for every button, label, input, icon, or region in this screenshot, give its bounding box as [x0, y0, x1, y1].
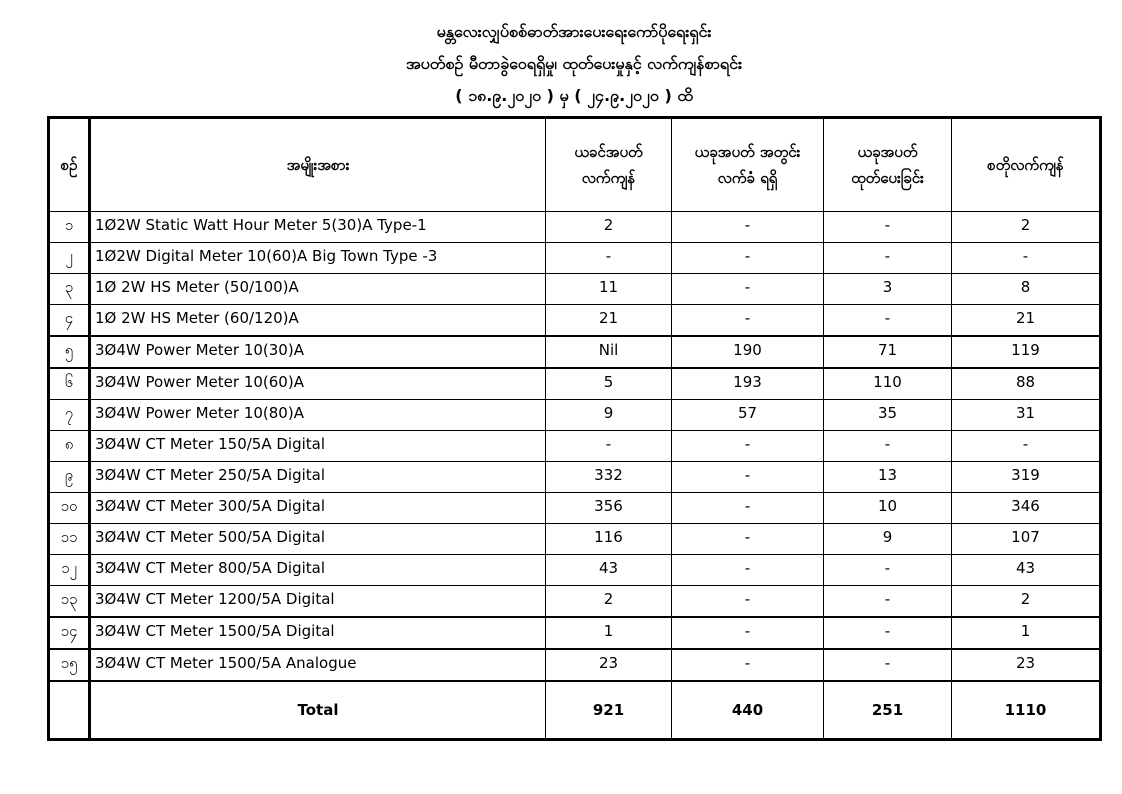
meter-type: 3Ø4W CT Meter 300/5A Digital	[90, 493, 546, 524]
meter-inventory-table	[49, 118, 1100, 739]
received-qty: -	[672, 212, 824, 243]
issued-qty: -	[824, 305, 952, 337]
row-number: ၁၀	[50, 493, 90, 524]
row-number: ၃	[50, 274, 90, 305]
meter-type: 3Ø4W CT Meter 1500/5A Analogue	[90, 649, 546, 681]
row-number: ၁၅	[50, 649, 90, 681]
received-qty: -	[672, 431, 824, 462]
col-header-no: စဉ်	[50, 119, 90, 212]
table-body	[50, 212, 1100, 682]
total-label: Total	[90, 681, 546, 739]
store-balance: 2	[952, 212, 1100, 243]
row-number: ၁၃	[50, 586, 90, 618]
store-balance: -	[952, 243, 1100, 274]
table-header-row	[50, 119, 1100, 212]
opening-balance: Nil	[546, 336, 672, 368]
table-row	[50, 212, 1100, 243]
issued-qty: 110	[824, 368, 952, 400]
received-qty: -	[672, 243, 824, 274]
table-row	[50, 524, 1100, 555]
store-balance: 43	[952, 555, 1100, 586]
total-balance: 1110	[952, 681, 1100, 739]
table-row	[50, 274, 1100, 305]
opening-balance: 332	[546, 462, 672, 493]
issued-qty: -	[824, 431, 952, 462]
opening-balance: 23	[546, 649, 672, 681]
store-balance: 31	[952, 400, 1100, 431]
issued-qty: 35	[824, 400, 952, 431]
meter-type: 1Ø 2W HS Meter (60/120)A	[90, 305, 546, 337]
issued-qty: 3	[824, 274, 952, 305]
table-row	[50, 649, 1100, 681]
total-opening: 921	[546, 681, 672, 739]
issued-qty: -	[824, 212, 952, 243]
col-header-issued-text: ယခုအပတ် ထုတ်ပေးခြင်း	[851, 143, 924, 187]
received-qty: -	[672, 649, 824, 681]
row-number: ၁	[50, 212, 90, 243]
opening-balance: 2	[546, 586, 672, 618]
received-qty: -	[672, 493, 824, 524]
row-number: ၂	[50, 243, 90, 274]
organization-title: မန္တလေးလျှပ်စစ်ဓာတ်အားပေးရေးကော်ပိုရေးရှင်း	[436, 22, 712, 41]
store-balance: 88	[952, 368, 1100, 400]
opening-balance: 2	[546, 212, 672, 243]
report-header	[0, 16, 1122, 112]
col-header-type: အမျိုးအစား	[90, 119, 546, 212]
table-row	[50, 493, 1100, 524]
store-balance: 8	[952, 274, 1100, 305]
received-qty: 193	[672, 368, 824, 400]
table-row	[50, 368, 1100, 400]
meter-type: 1Ø2W Digital Meter 10(60)A Big Town Type -3	[90, 243, 546, 274]
opening-balance: 21	[546, 305, 672, 337]
meter-type: 3Ø4W Power Meter 10(30)A	[90, 336, 546, 368]
store-balance: 346	[952, 493, 1100, 524]
opening-balance: 11	[546, 274, 672, 305]
opening-balance: 356	[546, 493, 672, 524]
received-qty: -	[672, 524, 824, 555]
meter-type: 3Ø4W CT Meter 1200/5A Digital	[90, 586, 546, 618]
opening-balance: 9	[546, 400, 672, 431]
store-balance: 319	[952, 462, 1100, 493]
opening-balance: 5	[546, 368, 672, 400]
meter-type: 1Ø 2W HS Meter (50/100)A	[90, 274, 546, 305]
meter-type: 3Ø4W CT Meter 500/5A Digital	[90, 524, 546, 555]
total-received: 440	[672, 681, 824, 739]
received-qty: 57	[672, 400, 824, 431]
meter-type: 3Ø4W CT Meter 1500/5A Digital	[90, 617, 546, 649]
received-qty: -	[672, 555, 824, 586]
store-balance: 119	[952, 336, 1100, 368]
received-qty: -	[672, 462, 824, 493]
store-balance: 2	[952, 586, 1100, 618]
issued-qty: 10	[824, 493, 952, 524]
row-number: ၅	[50, 336, 90, 368]
total-issued: 251	[824, 681, 952, 739]
issued-qty: -	[824, 243, 952, 274]
meter-type: 3Ø4W Power Meter 10(80)A	[90, 400, 546, 431]
col-header-issued	[824, 119, 952, 212]
row-number: ၁၄	[50, 617, 90, 649]
row-number: ၉	[50, 462, 90, 493]
col-header-balance: စတိုလက်ကျန်	[952, 119, 1100, 212]
meter-type: 3Ø4W Power Meter 10(60)A	[90, 368, 546, 400]
issued-qty: 71	[824, 336, 952, 368]
opening-balance: 116	[546, 524, 672, 555]
store-balance: 21	[952, 305, 1100, 337]
total-no-cell	[50, 681, 90, 739]
issued-qty: -	[824, 649, 952, 681]
issued-qty: -	[824, 586, 952, 618]
store-balance: 23	[952, 649, 1100, 681]
col-header-opening-text: ယခင်အပတ် လက်ကျန်	[574, 143, 643, 187]
store-balance: 1	[952, 617, 1100, 649]
issued-qty: -	[824, 617, 952, 649]
row-number: ၄	[50, 305, 90, 337]
issued-qty: -	[824, 555, 952, 586]
received-qty: -	[672, 617, 824, 649]
opening-balance: -	[546, 243, 672, 274]
opening-balance: 1	[546, 617, 672, 649]
total-row	[50, 681, 1100, 739]
opening-balance: -	[546, 431, 672, 462]
table-row	[50, 336, 1100, 368]
received-qty: -	[672, 274, 824, 305]
meter-type: 3Ø4W CT Meter 250/5A Digital	[90, 462, 546, 493]
opening-balance: 43	[546, 555, 672, 586]
report-period: ( ၁၈.၉.၂၀၂၀ ) မှ ( ၂၄.၉.၂၀၂၀ ) ထိ	[455, 86, 693, 105]
table-row	[50, 462, 1100, 493]
row-number: ၁၂	[50, 555, 90, 586]
received-qty: -	[672, 305, 824, 337]
received-qty: 190	[672, 336, 824, 368]
table-row	[50, 586, 1100, 618]
table-row	[50, 431, 1100, 462]
table-row	[50, 400, 1100, 431]
table-row	[50, 555, 1100, 586]
table-row	[50, 243, 1100, 274]
received-qty: -	[672, 586, 824, 618]
meter-type: 3Ø4W CT Meter 800/5A Digital	[90, 555, 546, 586]
row-number: ၈	[50, 431, 90, 462]
store-balance: -	[952, 431, 1100, 462]
report-title: အပတ်စဉ် မီတာခွဲဝေရရှိမှု၊ ထုတ်ပေးမှုနှင့် လက်ကျန်စာရင်း	[405, 54, 743, 73]
col-header-received	[672, 119, 824, 212]
table-row	[50, 617, 1100, 649]
row-number: ၇	[50, 400, 90, 431]
row-number: ၆	[50, 368, 90, 400]
table-row	[50, 305, 1100, 337]
col-header-received-text: ယခုအပတ် အတွင်းလက်ခံ ရရှိ	[694, 143, 801, 187]
issued-qty: 9	[824, 524, 952, 555]
issued-qty: 13	[824, 462, 952, 493]
meter-type: 1Ø2W Static Watt Hour Meter 5(30)A Type-1	[90, 212, 546, 243]
col-header-opening	[546, 119, 672, 212]
meter-type: 3Ø4W CT Meter 150/5A Digital	[90, 431, 546, 462]
store-balance: 107	[952, 524, 1100, 555]
row-number: ၁၁	[50, 524, 90, 555]
